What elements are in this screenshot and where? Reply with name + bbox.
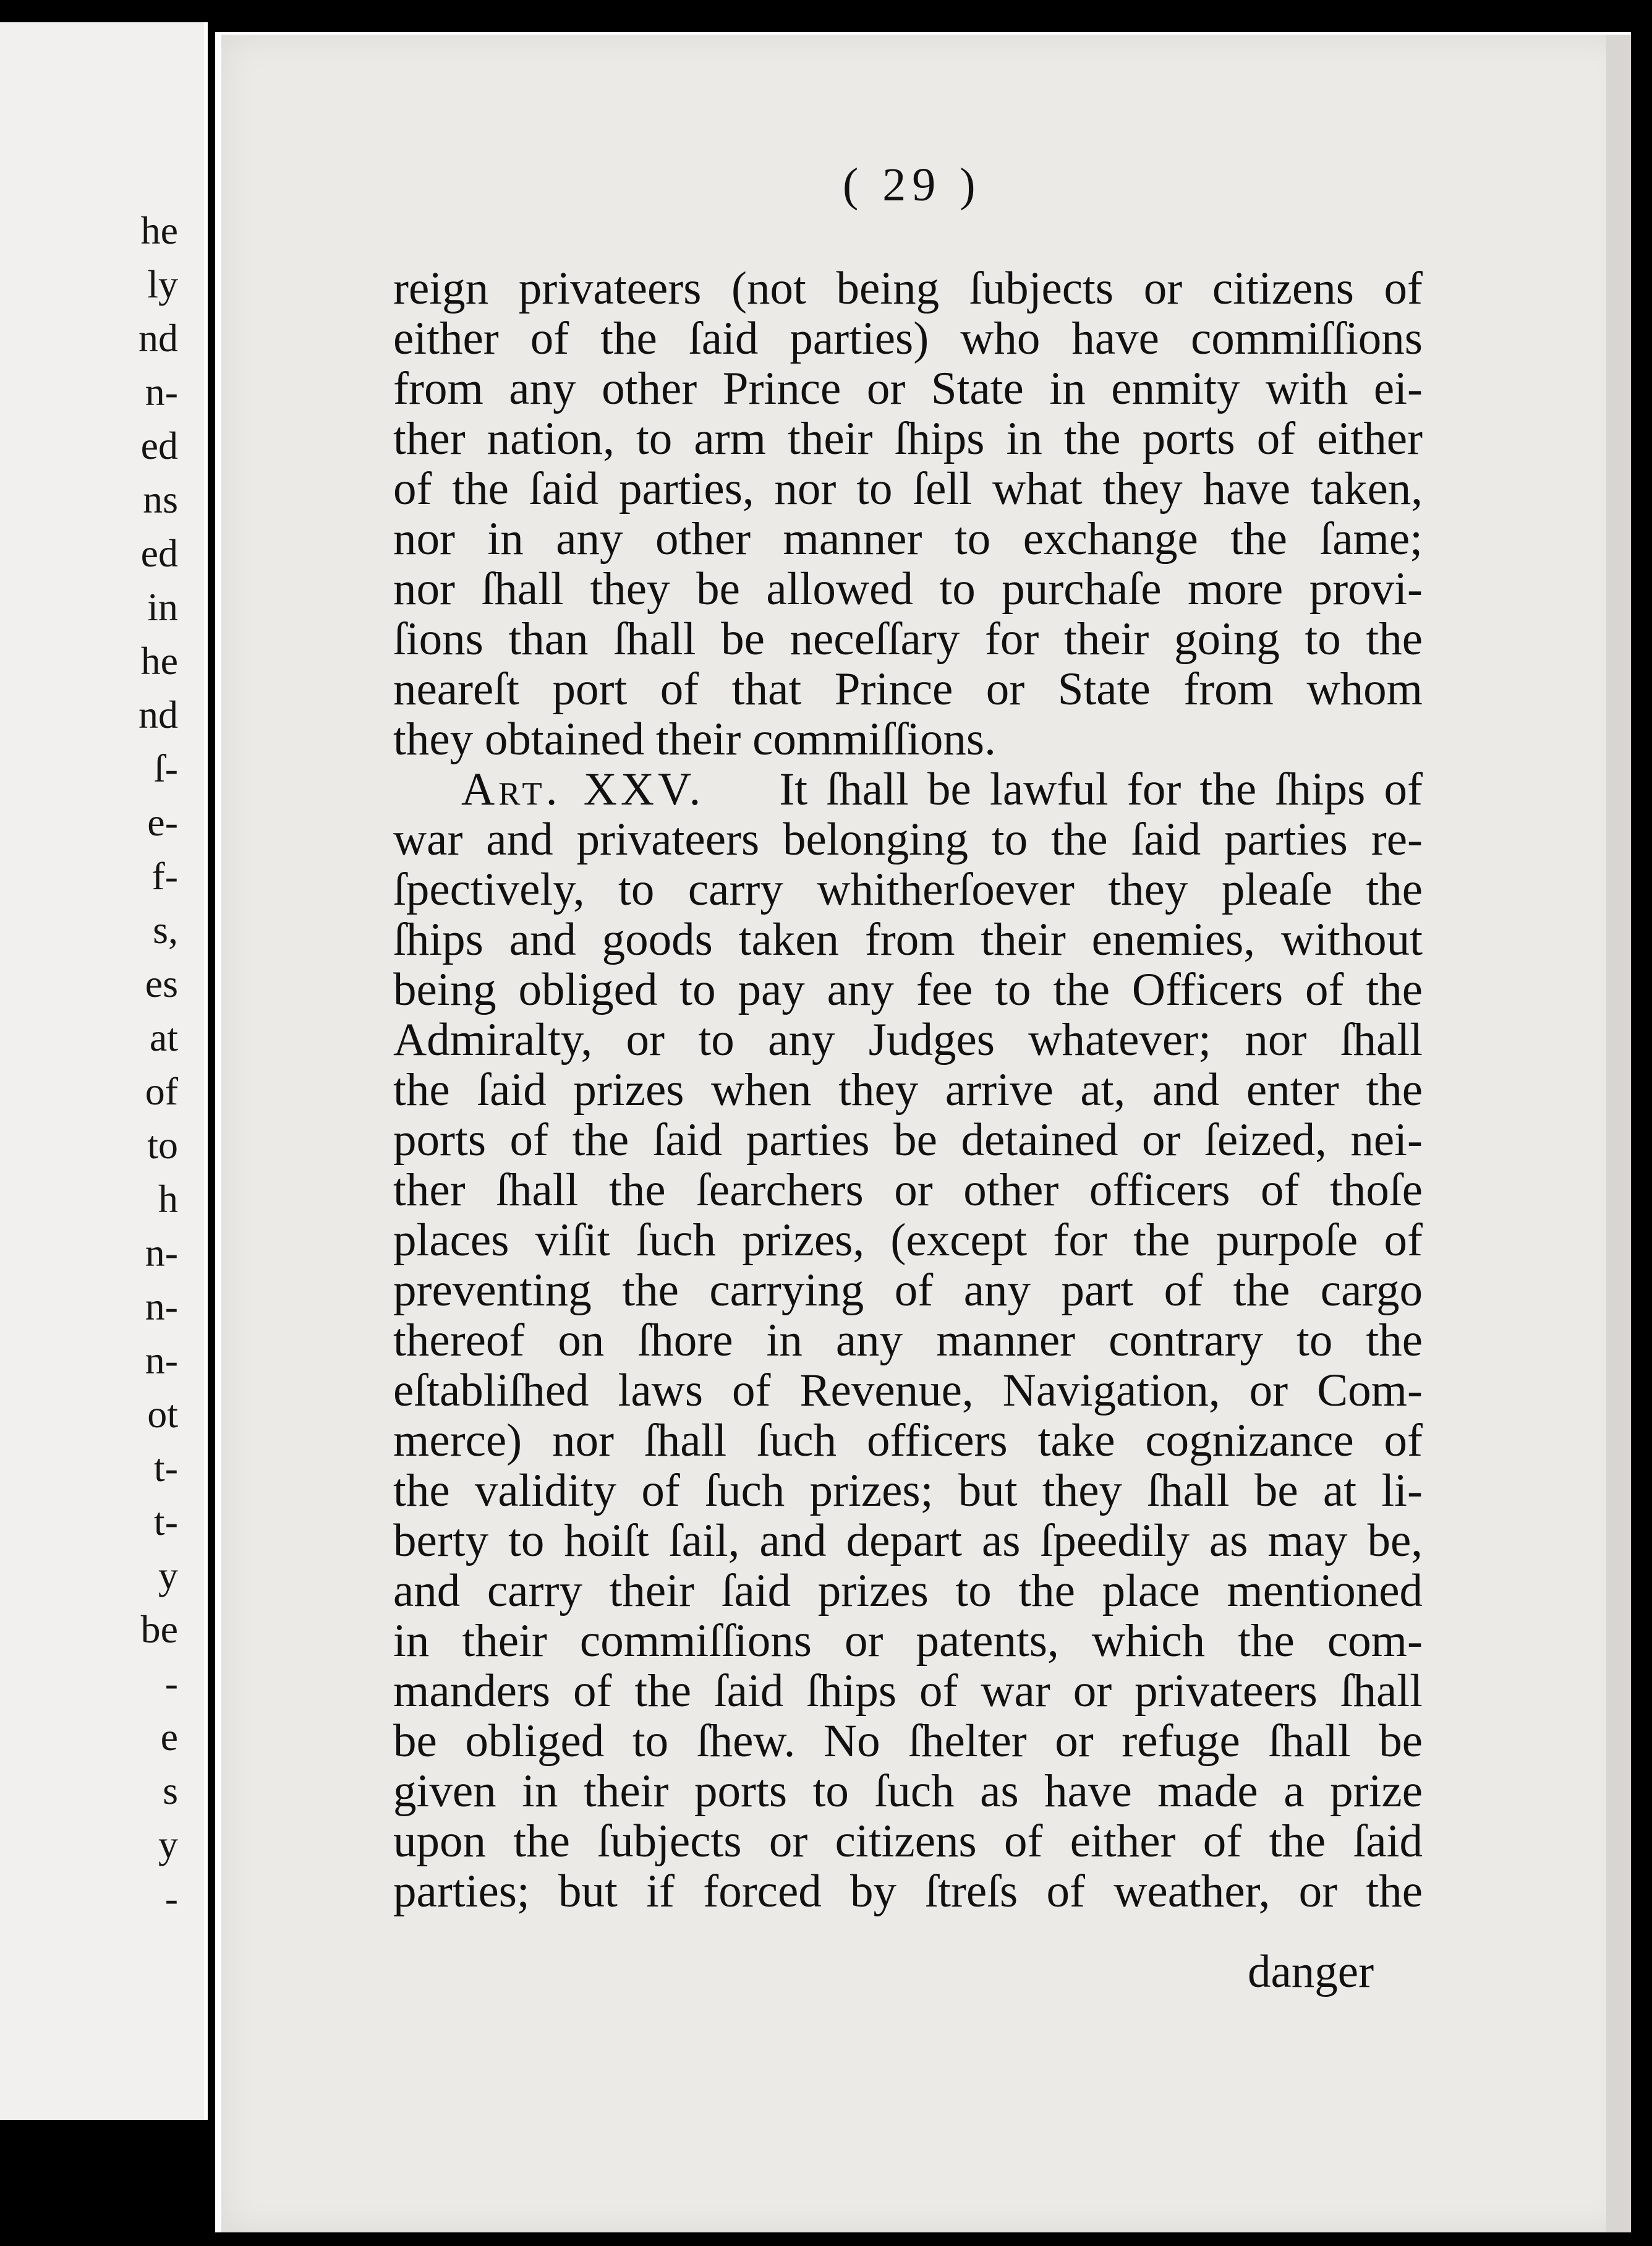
left-margin-fragment: he bbox=[140, 208, 178, 252]
article-first-line: It ſhall be lawful for the ſhips of bbox=[779, 764, 1423, 814]
text-line: ſions than ſhall be neceſſary for their going to the bbox=[393, 614, 1423, 664]
text-line: Admiralty, or to any Judges whatever; nor ſhall bbox=[393, 1015, 1423, 1065]
left-margin-fragment: ed bbox=[140, 531, 178, 575]
text-line: places viſit ſuch prizes, (except for the purpoſe of bbox=[393, 1215, 1423, 1265]
text-line: they obtained their commiſſions. bbox=[393, 714, 996, 764]
left-margin-fragment: nd bbox=[138, 693, 178, 737]
left-margin-fragment: ns bbox=[143, 477, 178, 521]
text-line: merce) nor ſhall ſuch officers take cognizance of bbox=[393, 1415, 1423, 1466]
text-line: ther ſhall the ſearchers or other officers of thoſe bbox=[393, 1165, 1423, 1215]
left-margin-fragment: nd bbox=[138, 316, 178, 360]
page-number: ( 29 ) bbox=[843, 159, 982, 211]
left-margin-fragment: y bbox=[158, 1553, 178, 1597]
left-margin-fragment: n- bbox=[145, 1284, 178, 1328]
left-margin-fragment: of bbox=[145, 1069, 178, 1113]
text-line: berty to hoiſt ſail, and depart as ſpeedily as may be, bbox=[393, 1516, 1423, 1566]
text-line: neareſt port of that Prince or State from whom bbox=[393, 664, 1423, 714]
left-margin-fragment: ot bbox=[147, 1392, 178, 1436]
text-line: the validity of ſuch prizes; but they ſhall be at li- bbox=[393, 1466, 1423, 1516]
article-label: Art. XXV. bbox=[461, 764, 705, 814]
text-line: reign privateers (not being ſubjects or citizens of bbox=[393, 263, 1423, 314]
right-page bbox=[215, 32, 1631, 2234]
left-margin-fragment: to bbox=[147, 1123, 178, 1167]
left-margin-fragment: in bbox=[147, 585, 178, 629]
left-margin-fragment: h bbox=[158, 1177, 178, 1221]
text-line: ther nation, to arm their ſhips in the ports of either bbox=[393, 414, 1423, 464]
text-line: either of the ſaid parties) who have commiſſions bbox=[393, 314, 1423, 364]
text-line: in their commiſſions or patents, which the com- bbox=[393, 1616, 1423, 1666]
text-line: thereof on ſhore in any manner contrary to the bbox=[393, 1315, 1423, 1365]
text-line: given in their ports to ſuch as have made a prize bbox=[393, 1766, 1423, 1816]
text-line: ſhips and goods taken from their enemies, without bbox=[393, 915, 1423, 965]
text-line: eſtabliſhed laws of Revenue, Navigation, or Com- bbox=[393, 1365, 1423, 1415]
left-margin-fragment: - bbox=[164, 1876, 178, 1920]
catchword: danger bbox=[1248, 1946, 1374, 1997]
left-page-fragment bbox=[0, 22, 208, 2120]
page-body bbox=[393, 263, 1423, 1916]
left-margin-fragment: s bbox=[163, 1769, 178, 1813]
text-line: manders of the ſaid ſhips of war or privateers ſhall bbox=[393, 1666, 1423, 1716]
left-margin-fragment: ed bbox=[140, 424, 178, 468]
scan-border bbox=[0, 2232, 1652, 2246]
left-margin-fragment: n- bbox=[145, 1231, 178, 1275]
text-line: being obliged to pay any fee to the Officers of the bbox=[393, 965, 1423, 1015]
text-line: ſpectively, to carry whitherſoever they pleaſe the bbox=[393, 865, 1423, 915]
left-margin-fragment: - bbox=[164, 1661, 178, 1705]
left-margin-fragment: f- bbox=[151, 854, 178, 898]
text-line: nor in any other manner to exchange the ſame; bbox=[393, 514, 1423, 564]
text-line: the ſaid prizes when they arrive at, and enter the bbox=[393, 1065, 1423, 1115]
left-margin-fragment: e- bbox=[147, 800, 178, 844]
article-heading-line bbox=[393, 764, 1423, 814]
left-margin-fragment: t- bbox=[153, 1446, 178, 1490]
left-margin-fragment: be bbox=[140, 1607, 178, 1651]
text-line: parties; but if forced by ſtreſs of weather, or the bbox=[393, 1866, 1423, 1916]
text-line: upon the ſubjects or citizens of either of the ſaid bbox=[393, 1816, 1423, 1866]
article-body bbox=[393, 814, 1423, 1916]
paragraph-continuation bbox=[393, 263, 1423, 764]
text-line: be obliged to ſhew. No ſhelter or refuge ſhall be bbox=[393, 1716, 1423, 1766]
page-edge bbox=[1606, 35, 1631, 2234]
left-margin-fragment: ſ- bbox=[153, 746, 178, 790]
left-margin-fragment: y bbox=[158, 1822, 178, 1866]
text-line: and carry their ſaid prizes to the place mentioned bbox=[393, 1566, 1423, 1616]
left-margin-fragment: n- bbox=[145, 1338, 178, 1382]
left-margin-fragment: he bbox=[140, 639, 178, 683]
left-margin-fragment: es bbox=[145, 962, 178, 1006]
left-margin-fragment: ly bbox=[147, 262, 178, 306]
left-margin-fragment: e bbox=[160, 1715, 178, 1759]
text-line: of the ſaid parties, nor to ſell what they have taken, bbox=[393, 464, 1423, 514]
text-line: nor ſhall they be allowed to purchaſe more provi- bbox=[393, 564, 1423, 614]
left-margin-fragment: at bbox=[149, 1015, 178, 1059]
text-line: ports of the ſaid parties be detained or ſeized, nei- bbox=[393, 1115, 1423, 1165]
text-line: war and privateers belonging to the ſaid parties re- bbox=[393, 814, 1423, 865]
text-line: preventing the carrying of any part of the cargo bbox=[393, 1265, 1423, 1315]
left-margin-fragment: s, bbox=[153, 908, 178, 952]
left-margin-fragment: n- bbox=[145, 370, 178, 414]
text-line: from any other Prince or State in enmity with ei- bbox=[393, 364, 1423, 414]
left-margin-fragment: t- bbox=[153, 1500, 178, 1544]
